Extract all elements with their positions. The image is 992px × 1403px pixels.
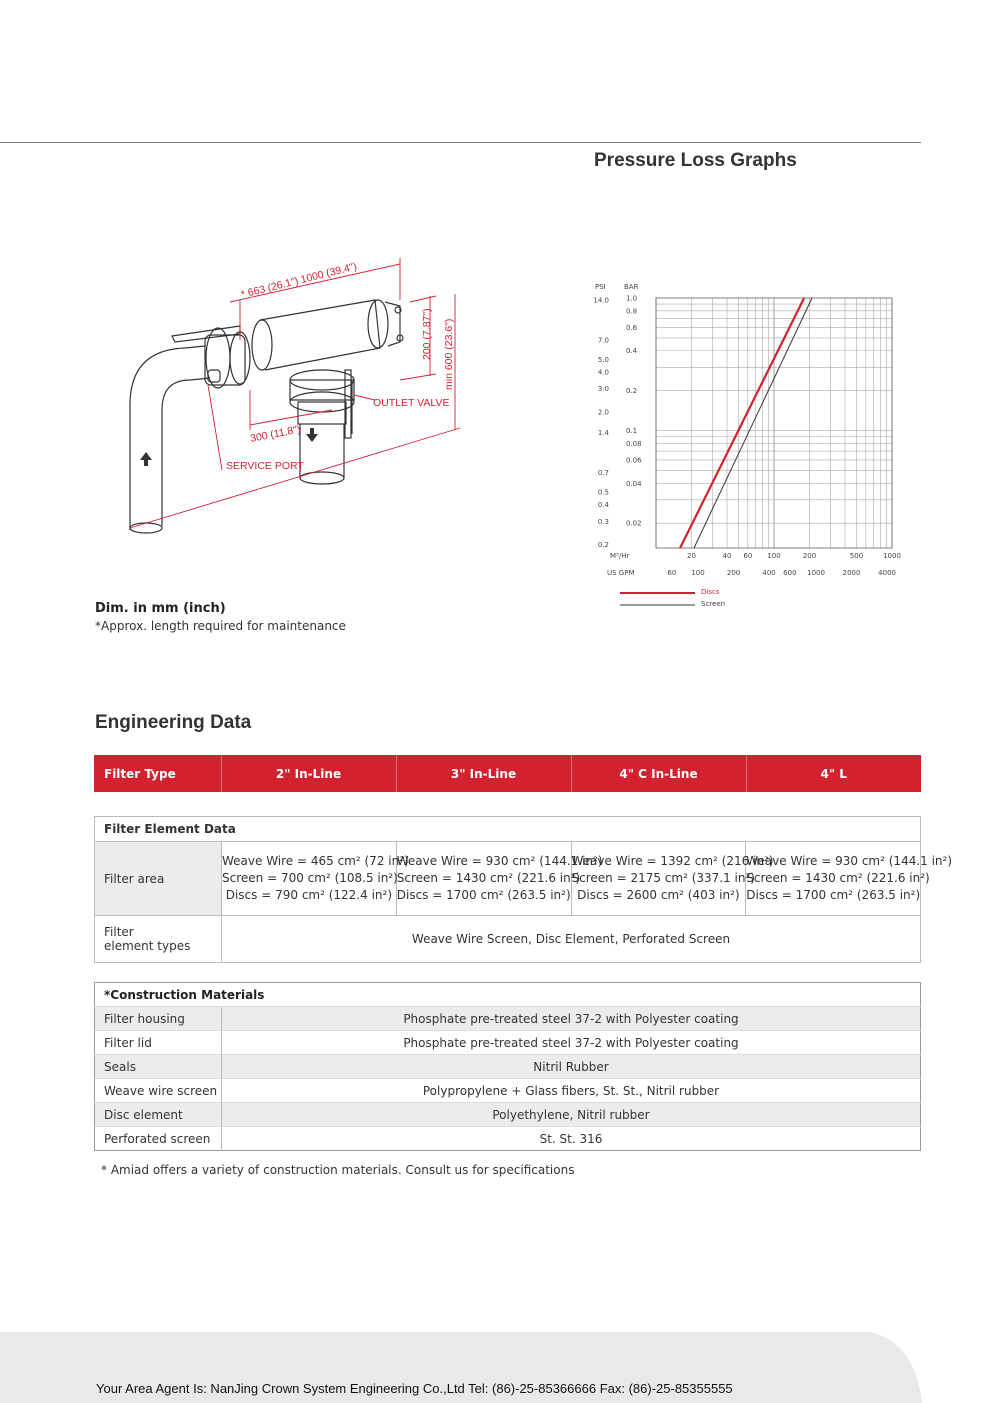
psi-tick-label: 3.0 — [597, 385, 609, 394]
engineering-title: Engineering Data — [95, 712, 252, 733]
psi-tick-label: 4.0 — [597, 368, 609, 377]
materials-footnote: * Amiad offers a variety of construction materials. Consult us for specifications — [101, 1163, 575, 1177]
psi-tick-label: 0.4 — [597, 501, 609, 510]
chart-grid — [656, 298, 892, 548]
gpm-tick-label: 60 — [667, 569, 677, 577]
filter-drawing — [100, 230, 480, 550]
filter-area-label: Filter area — [95, 842, 222, 916]
series-line-discs — [680, 298, 804, 548]
legend-discs-label: Discs — [701, 588, 720, 596]
bar-tick-label: 0.8 — [626, 307, 638, 316]
gpm-tick-label: 100 — [691, 569, 705, 577]
gpm-tick-label: 600 — [783, 569, 797, 577]
material-value: Polyethylene, Nitril rubber — [222, 1103, 921, 1127]
m3-tick-label: 200 — [802, 552, 817, 560]
psi-tick-label: 5.0 — [597, 355, 609, 364]
material-value: Phosphate pre-treated steel 37-2 with Polyester coating — [222, 1031, 921, 1055]
material-value: Phosphate pre-treated steel 37-2 with Polyester coating — [222, 1007, 921, 1031]
legend-screen-label: Screen — [701, 600, 726, 608]
element-data-title: Filter Element Data — [95, 817, 921, 842]
filter-type-label: Filter Type — [94, 755, 221, 792]
psi-tick-label: 1.4 — [597, 429, 609, 438]
m3-tick-label: 60 — [743, 552, 753, 560]
filter-type-col: 4" L — [746, 755, 921, 792]
psi-tick-label: 0.3 — [597, 517, 609, 526]
material-label: Disc element — [95, 1103, 222, 1127]
gpm-axis-label: US GPM — [607, 569, 635, 577]
psi-tick-label: 0.7 — [597, 468, 609, 477]
bar-tick-label: 0.1 — [626, 427, 638, 436]
footer-agent-text: Your Area Agent Is: NanJing Crown System Engineering Co.,Ltd Tel: (86)-25-85366666 Fax: (86)-25-85355555 — [96, 1381, 733, 1396]
chart-series — [680, 298, 812, 548]
area-weave: Weave Wire = 465 cm² (72 in²) — [222, 854, 409, 868]
area-screen: Screen = 1430 cm² (221.6 in²) — [396, 871, 581, 885]
dim-300-label: 300 (11.8") — [249, 423, 302, 445]
material-label: Filter lid — [95, 1031, 222, 1055]
bar-tick-label: 0.02 — [626, 519, 642, 528]
m3-tick-label: 20 — [687, 552, 696, 560]
m3-tick-label: 100 — [767, 552, 781, 560]
service-port-label: SERVICE PORT — [226, 460, 304, 472]
bar-tick-label: 0.2 — [626, 387, 638, 396]
element-types-label-line: Filter — [104, 925, 134, 939]
gpm-tick-label: 4000 — [878, 569, 896, 577]
materials-row — [95, 1055, 921, 1079]
element-types-label-line: element types — [104, 939, 191, 953]
psi-tick-label: 0.2 — [597, 541, 609, 550]
filter-area-cell — [222, 842, 409, 916]
bar-tick-label: 0.04 — [626, 479, 642, 488]
material-value: Nitril Rubber — [222, 1055, 921, 1079]
area-weave: Weave Wire = 1392 cm² (216 in²) — [571, 854, 774, 868]
materials-row — [95, 1079, 921, 1103]
filter-area-cell — [571, 842, 774, 916]
element-types-value: Weave Wire Screen, Disc Element, Perforated Screen — [222, 916, 921, 963]
dim-min600-label: min 600 (23.6") — [443, 318, 455, 390]
pressure-loss-chart — [590, 278, 920, 618]
filter-type-col: 4" C In-Line — [571, 755, 746, 792]
area-discs: Discs = 790 cm² (122.4 in²) — [225, 888, 393, 902]
m3-tick-label: 40 — [722, 552, 732, 560]
dim-length-label: * 663 (26.1") 1000 (39.4") — [239, 260, 359, 301]
dim-title: Dim. in mm (inch) — [95, 601, 226, 616]
pressure-loss-title: Pressure Loss Graphs — [594, 150, 797, 171]
series-line-screen — [694, 298, 812, 548]
gpm-tick-label: 1000 — [807, 569, 825, 577]
area-screen: Screen = 1430 cm² (221.6 in²) — [746, 871, 930, 885]
header-rule — [0, 142, 921, 143]
materials-table — [94, 982, 921, 1151]
psi-tick-label: 0.5 — [597, 488, 609, 497]
psi-tick-label: 2.0 — [597, 408, 609, 417]
psi-tick-label: 7.0 — [597, 336, 609, 345]
gpm-tick-label: 2000 — [842, 569, 861, 577]
outlet-valve-label: OUTLET VALVE — [373, 397, 450, 409]
dim-200-label: 200 (7.87") — [421, 308, 433, 360]
bar-tick-label: 1.0 — [626, 294, 638, 303]
material-label: Perforated screen — [95, 1127, 222, 1151]
m3-axis-label: M³/Hr — [610, 552, 630, 560]
area-weave: Weave Wire = 930 cm² (144.1 in²) — [396, 854, 603, 868]
bar-tick-label: 0.4 — [626, 347, 638, 356]
materials-title: *Construction Materials — [104, 987, 265, 1002]
material-label: Weave wire screen — [95, 1079, 222, 1103]
materials-row — [95, 1103, 921, 1127]
m3-tick-label: 1000 — [883, 552, 901, 560]
filter-type-col: 3" In-Line — [396, 755, 571, 792]
bar-tick-label: 0.6 — [626, 323, 638, 332]
m3-tick-label: 500 — [849, 552, 864, 560]
dim-note: *Approx. length required for maintenance — [95, 619, 346, 633]
gpm-tick-label: 200 — [726, 569, 741, 577]
bar-tick-label: 0.06 — [626, 456, 642, 465]
area-screen: Screen = 700 cm² (108.5 in²) — [222, 871, 398, 885]
material-label: Filter housing — [95, 1007, 222, 1031]
psi-tick-label: 14.0 — [593, 296, 609, 305]
gpm-tick-label: 400 — [762, 569, 776, 577]
filter-element-table — [94, 816, 953, 963]
materials-row — [95, 1031, 921, 1055]
area-discs: Discs = 1700 cm² (263.5 in²) — [396, 888, 571, 902]
material-value: St. St. 316 — [222, 1127, 921, 1151]
area-weave: Weave Wire = 930 cm² (144.1 in²) — [746, 854, 953, 868]
materials-row — [95, 1127, 921, 1151]
filter-type-col: 2" In-Line — [221, 755, 396, 792]
materials-row — [95, 1007, 921, 1031]
filter-area-cell — [746, 842, 953, 916]
psi-axis-label: PSI — [595, 283, 606, 291]
area-screen: Screen = 2175 cm² (337.1 in²) — [571, 871, 755, 885]
area-discs: Discs = 2600 cm² (403 in²) — [577, 888, 740, 902]
bar-axis-label: BAR — [624, 283, 639, 291]
material-label: Seals — [95, 1055, 222, 1079]
filter-area-cell — [396, 842, 603, 916]
material-value: Polypropylene + Glass fibers, St. St., Nitril rubber — [222, 1079, 921, 1103]
area-discs: Discs = 1700 cm² (263.5 in²) — [746, 888, 921, 902]
bar-tick-label: 0.08 — [626, 439, 642, 448]
filter-type-header — [94, 755, 921, 792]
element-types-label — [95, 916, 222, 963]
